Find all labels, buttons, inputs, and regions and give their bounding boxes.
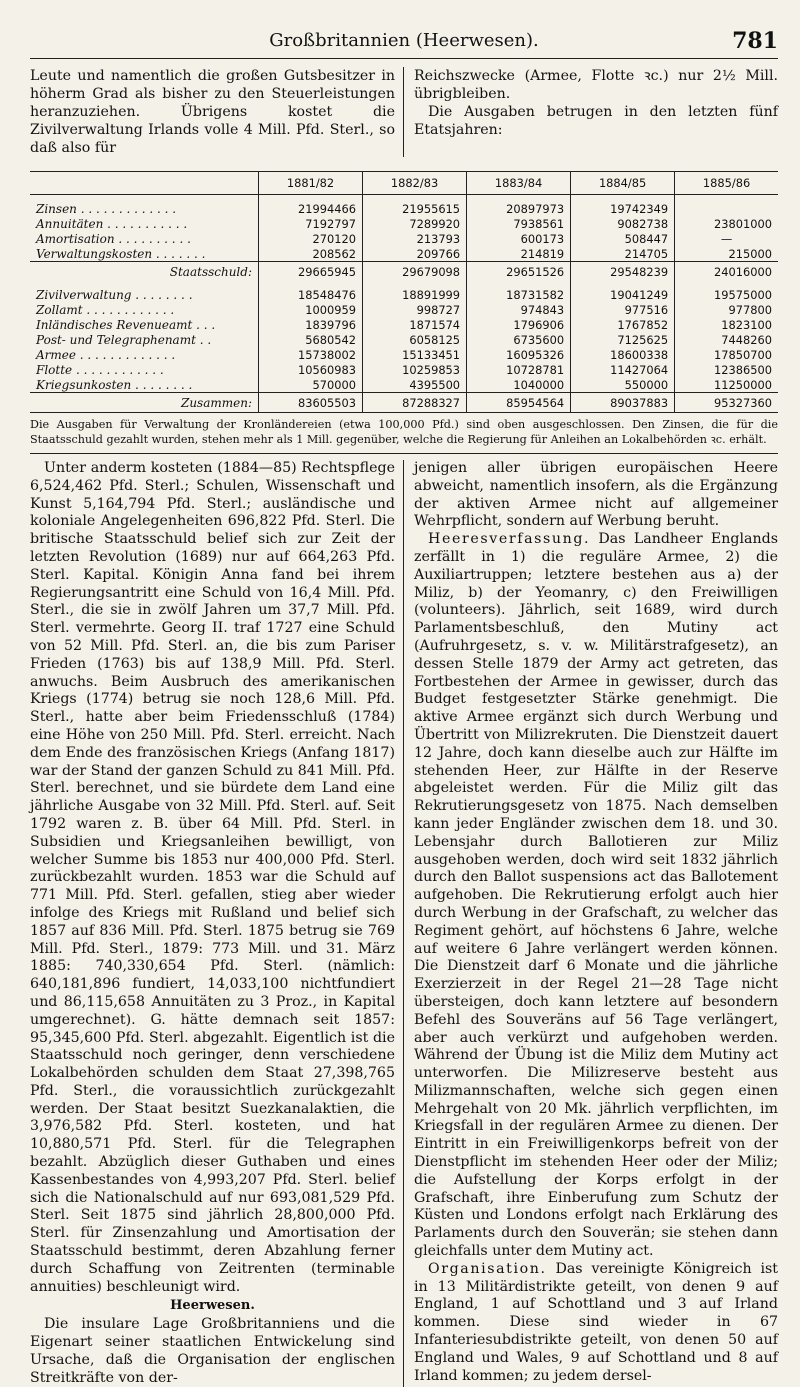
paragraph-lead: Heeresverfassung. <box>428 531 591 548</box>
table-row <box>30 262 778 282</box>
paragraph: Die insulare Lage Großbritanniens und die Eigenart seiner staatlichen Entwickelung sind Ursache, daß die Organisation der englischen Streitkräfte von der- <box>30 1316 395 1386</box>
table-cell: 17850700 <box>675 347 778 362</box>
expenditure-table <box>30 171 778 413</box>
table-row <box>30 246 778 262</box>
table-cell: 7448260 <box>675 332 778 347</box>
table-cell: 7289920 <box>363 216 467 231</box>
running-head <box>30 28 778 59</box>
table-cell: 7125625 <box>571 332 675 347</box>
row-label: Zinsen . . . . . . . . . . . . . <box>36 201 177 216</box>
table-row <box>30 216 778 231</box>
paragraph-text: Das vereinigte Königreich ist in 13 Militärdistrikte geteilt, von denen 9 auf England, 1 auf Schottland und 3 auf Irland kommen. Diese sind wieder in 67 Infanteriesubdistrikte geteilt, von denen 50 auf England und Wales, 9 auf Schottland und 8 auf Irland kommen; zu jedem dersel- <box>414 1260 778 1384</box>
table-cell: 977516 <box>571 302 675 317</box>
table-cell: 1040000 <box>467 377 571 393</box>
row-label: Amortisation . . . . . . . . . . <box>36 231 191 246</box>
table-cell: 998727 <box>363 302 467 317</box>
table-cell: 29548239 <box>571 262 675 282</box>
table-cell: 215000 <box>675 246 778 262</box>
table-cell: 83605503 <box>259 393 363 413</box>
paragraph <box>414 531 778 1261</box>
table-cell: 570000 <box>259 377 363 393</box>
column-header: 1884/85 <box>571 172 675 195</box>
table-cell: 977800 <box>675 302 778 317</box>
page <box>30 28 778 1387</box>
table-cell: 16095326 <box>467 347 571 362</box>
table-cell: 11427064 <box>571 362 675 377</box>
table-row <box>30 302 778 317</box>
table-cell: 10560983 <box>259 362 363 377</box>
table-row <box>30 362 778 377</box>
table-cell: 270120 <box>259 231 363 246</box>
intro-right-text-2: Die Ausgaben betrugen in den letzten fünf Etatsjahren: <box>414 104 778 138</box>
paragraph <box>414 1261 778 1386</box>
row-label: Inländisches Revenueamt . . . <box>36 317 216 332</box>
table-header-row <box>30 172 778 195</box>
table-cell: 19575000 <box>675 287 778 302</box>
table-row <box>30 347 778 362</box>
table-cell: 1767852 <box>571 317 675 332</box>
intro-right-text-1: Reichszwecke (Armee, Flotte ꝛc.) nur 2½ Mill. übrigbleiben. <box>414 68 778 102</box>
table-cell <box>675 201 778 216</box>
table-cell: 508447 <box>571 231 675 246</box>
table-cell: 208562 <box>259 246 363 262</box>
table-cell: 11250000 <box>675 377 778 393</box>
table-row <box>30 201 778 216</box>
table-footnote: Die Ausgaben für Verwaltung der Kronländereien (etwa 100,000 Pfd.) sind oben ausgeschlossen. Den Zinsen, die für die Staatsschuld gezahlt wurden, stehen mehr als 1 Mill. gegenüber, welche die Regierung für Anleihen an Lokalbehörden ꝛc. erhält. <box>30 417 778 454</box>
table-cell: 214705 <box>571 246 675 262</box>
main-columns <box>30 460 778 1387</box>
column-header: 1881/82 <box>259 172 363 195</box>
intro-left-column <box>30 67 404 157</box>
left-column <box>30 460 404 1387</box>
table-row <box>30 287 778 302</box>
right-column <box>404 460 778 1387</box>
table-cell: 4395500 <box>363 377 467 393</box>
table-cell: 89037883 <box>571 393 675 413</box>
row-label: Verwaltungskosten . . . . . . . <box>36 246 206 261</box>
table-cell: 1871574 <box>363 317 467 332</box>
table-cell: 209766 <box>363 246 467 262</box>
column-header: 1883/84 <box>467 172 571 195</box>
table-cell: 18600338 <box>571 347 675 362</box>
table-cell: 600173 <box>467 231 571 246</box>
table-row <box>30 393 778 413</box>
paragraph-text: Das Landheer Englands zerfällt in 1) die reguläre Armee, 2) die Auxiliartruppen; letztere bestehen aus a) der Miliz, b) der Yeomanry, c) den Freiwilligen (volunteers). Jährlich, seit 1689, wird durch Parlamentsbeschluß, den Mutiny act (Aufruhrgesetz, s. v. w. Militärstrafgesetz), an dessen Stelle 1879 der Army act getreten, das Fortbestehen der Armee in gewisser, durch das Budget festgesetzter Stärke genehmigt. Die aktive Armee ergänzt sich durch Werbung und Übertritt von Milizrekruten. Die Dienstzeit dauert 12 Jahre, doch kann dieselbe auch zur Hälfte im stehenden Heer, zur Hälfte in der Reserve abgeleistet werden. Für die Miliz gilt das Rekrutierungsgesetz von 1875. Nach demselben kann jeder Engländer zwischen dem 18. und 30. Lebensjahr durch Ballotieren zur Miliz ausgehoben werden, doch wird seit 1832 jährlich durch den Ballot suspensions act das Ballotement aufgehoben. Die Rekrutierung erfolgt auch hier durch Werbung in der Grafschaft, zu welcher das Regiment gehört, auf höchstens 6 Jahre, welche auf weitere 6 Jahre verlängert werden können. Die Dienstzeit darf 6 Monate und die jährliche Exerzierzeit in der Regel 21—28 Tage nicht übersteigen, doch kann letztere auf besondern Befehl des Souveräns auf 56 Tage verlängert, aber auch verkürzt und aufgehoben werden. Während der Übung ist die Miliz dem Mutiny act unterworfen. Die Milizreserve besteht aus Milizmannschaften, welche sich gegen einen Mehrgehalt von 20 Mk. jährlich verpflichten, im Kriegsfall in der regulären Armee zu dienen. Der Eintritt in ein Freiwilligenkorps befreit von der Dienstpflicht im stehenden Heer oder der Miliz; die Aufstellung der Korps erfolgt in der Grafschaft, ihre Einberufung zum Schutz der Küsten und Londons erfolgt nach Erklärung des Parlaments durch den Souverän; sie stehen dann gleichfalls unter dem Mutiny act. <box>414 531 778 1260</box>
table-row <box>30 231 778 246</box>
table-cell: 550000 <box>571 377 675 393</box>
table-cell: 19742349 <box>571 201 675 216</box>
row-label: Post- und Telegraphenamt . . <box>36 332 212 347</box>
table-row <box>30 317 778 332</box>
table-cell: 12386500 <box>675 362 778 377</box>
table-cell: 214819 <box>467 246 571 262</box>
row-label: Staatsschuld: <box>30 262 259 282</box>
table-cell: 18891999 <box>363 287 467 302</box>
table-cell: — <box>675 231 778 246</box>
intro-right-column <box>404 67 778 157</box>
table-cell: 29651526 <box>467 262 571 282</box>
section-heading: Heerwesen. <box>170 1298 255 1314</box>
table-cell: 19041249 <box>571 287 675 302</box>
table-cell: 29679098 <box>363 262 467 282</box>
table-cell: 24016000 <box>675 262 778 282</box>
table-cell: 6058125 <box>363 332 467 347</box>
row-label: Armee . . . . . . . . . . . . . <box>36 347 176 362</box>
intro-left-text: Leute und namentlich die großen Gutsbesitzer in höherm Grad als bisher zu den Steuerleistungen heranzuziehen. Übrigens kostet die Zivilverwaltung Irlands volle 4 Mill. Pfd. Sterl., so daß also für <box>30 68 395 156</box>
row-label: Zivilverwaltung . . . . . . . . <box>36 287 193 302</box>
table-cell: 7192797 <box>259 216 363 231</box>
column-header: 1882/83 <box>363 172 467 195</box>
row-label: Annuitäten . . . . . . . . . . . <box>36 216 188 231</box>
table-cell: 213793 <box>363 231 467 246</box>
table-corner <box>30 172 259 195</box>
paragraph-lead: Organisation. <box>428 1260 547 1277</box>
table-cell: 6735600 <box>467 332 571 347</box>
table-cell: 85954564 <box>467 393 571 413</box>
table-row <box>30 377 778 393</box>
paragraph: jenigen aller übrigen europäischen Heere abweicht, namentlich insofern, als die Ergänzung der aktiven Armee nicht auf allgemeiner Wehrpflicht, sondern auf Werbung beruht. <box>414 460 778 530</box>
table-cell: 95327360 <box>675 393 778 413</box>
table-cell: 15133451 <box>363 347 467 362</box>
row-label: Kriegsunkosten . . . . . . . . <box>36 377 193 392</box>
table-cell: 10259853 <box>363 362 467 377</box>
table-cell: 21955615 <box>363 201 467 216</box>
table-row <box>30 332 778 347</box>
page-number: 781 <box>732 28 778 54</box>
table-cell: 7938561 <box>467 216 571 231</box>
table-cell: 9082738 <box>571 216 675 231</box>
column-header: 1885/86 <box>675 172 778 195</box>
page-title: Großbritannien (Heerwesen). <box>269 30 539 51</box>
table-cell: 1823100 <box>675 317 778 332</box>
table-cell: 23801000 <box>675 216 778 231</box>
table-cell: 15738002 <box>259 347 363 362</box>
table-cell: 20897973 <box>467 201 571 216</box>
table-cell: 1796906 <box>467 317 571 332</box>
table-cell: 10728781 <box>467 362 571 377</box>
row-label: Zusammen: <box>30 393 259 413</box>
table-cell: 5680542 <box>259 332 363 347</box>
table-cell: 1839796 <box>259 317 363 332</box>
intro-columns <box>30 67 778 157</box>
table-cell: 29665945 <box>259 262 363 282</box>
paragraph: Unter anderm kosteten (1884—85) Rechtspflege 6,524,462 Pfd. Sterl.; Schulen, Wissenschaft und Kunst 5,164,794 Pfd. Sterl.; ausländische und koloniale Angelegenheiten 696,822 Pfd. Sterl. Die britische Staatsschuld belief sich zur Zeit der letzten Revolution (1689) nur auf 664,263 Pfd. Sterl. Kapital. Königin Anna fand bei ihrem Regierungsantritt eine Schuld von 16,4 Mill. Pfd. Sterl., die sie in zwölf Jahren um 37,7 Mill. Pfd. Sterl. vermehrte. Georg II. traf 1727 eine Schuld von 52 Mill. Pfd. Sterl. an, die bis zum Pariser Frieden (1763) bis auf 138,9 Mill. Pfd. Sterl. anwuchs. Beim Ausbruch des amerikanischen Kriegs (1774) betrug sie noch 128,6 Mill. Pfd. Sterl., hatte aber beim Friedensschluß (1784) eine Höhe von 250 Mill. Pfd. Sterl. erreicht. Nach dem Ende des französischen Kriegs (Anfang 1817) war der Stand der ganzen Schuld zu 841 Mill. Pfd. Sterl. berechnet, und sie bürdete dem Land eine jährliche Ausgabe von 32 Mill. Pfd. Sterl. auf. Seit 1792 waren z. B. über 64 Mill. Pfd. Sterl. in Subsidien und Kriegsanleihen bewilligt, von welcher Summe bis 1853 nur 400,000 Pfd. Sterl. zurückbezahlt wurden. 1853 war die Schuld auf 771 Mill. Pfd. Sterl. gefallen, stieg aber wieder infolge des Kriegs mit Rußland und belief sich 1857 auf 836 Mill. Pfd. Sterl. 1875 betrug sie 769 Mill. Pfd. Sterl., 1879: 773 Mill. und 31. März 1885: 740,330,654 Pfd. Sterl. (nämlich: 640,181,896 fundiert, 14,033,100 nichtfundiert und 86,115,658 Annuitäten zu 3 Proz., in Kapital umgerechnet). G. hätte demnach seit 1857: 95,345,600 Pfd. Sterl. abgezahlt. Eigentlich ist die Staatsschuld noch geringer, denn verschiedene Lokalbehörden schulden dem Staat 27,398,765 Pfd. Sterl., die voraussichtlich zurückgezahlt werden. Der Staat besitzt Suezkanalaktien, die 3,976,582 Pfd. Sterl. kosteten, und hat 10,880,571 Pfd. Sterl. für die Telegraphen bezahlt. Abzüglich dieser Guthaben und eines Kassenbestandes von 4,993,207 Pfd. Sterl. belief sich die Nationalschuld auf nur 693,081,529 Pfd. Sterl. Seit 1875 sind jährlich 28,800,000 Pfd. Sterl. für Zinsenzahlung und Amortisation der Staatsschuld bestimmt, deren Abzahlung ferner durch Schaffung von Zeitrenten (terminable annuities) beschleunigt wird. <box>30 460 395 1295</box>
table-cell: 974843 <box>467 302 571 317</box>
row-label: Flotte . . . . . . . . . . . . <box>36 362 164 377</box>
table-cell: 87288327 <box>363 393 467 413</box>
table-cell: 1000959 <box>259 302 363 317</box>
table-cell: 18548476 <box>259 287 363 302</box>
row-label: Zollamt . . . . . . . . . . . . <box>36 302 175 317</box>
table-cell: 18731582 <box>467 287 571 302</box>
table-cell: 21994466 <box>259 201 363 216</box>
